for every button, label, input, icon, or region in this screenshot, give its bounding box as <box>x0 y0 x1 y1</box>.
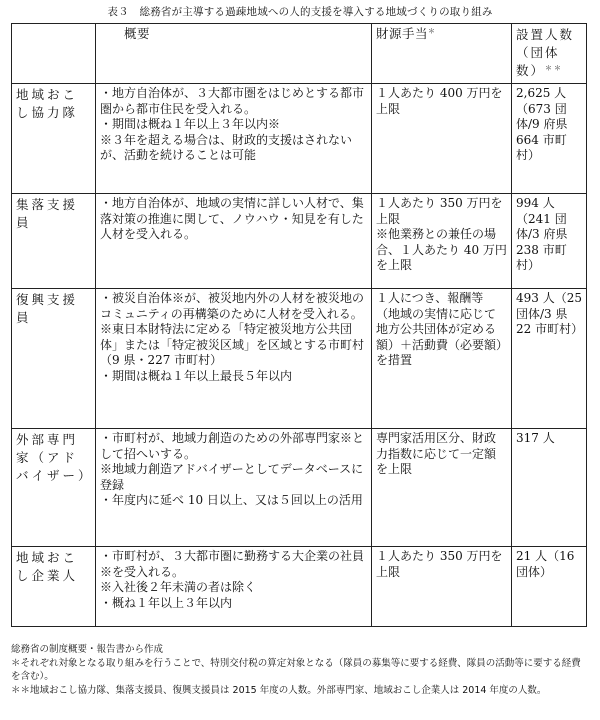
row-overview <box>96 84 372 194</box>
overview-line: ※地域力創造アドバイザーとしてデータベースに登録 <box>100 462 364 492</box>
row-count: 994 人（241 団体/3 府県 238 市町村） <box>512 194 587 289</box>
table-row <box>12 547 587 627</box>
row-name: 地域おこし企業人 <box>12 547 96 627</box>
row-overview <box>96 289 372 429</box>
funding-line: ※他業務との兼任の場合、１人あたり 40 万円を上限 <box>376 227 507 272</box>
header-funding-mark: ＊ <box>428 26 436 35</box>
row-name: 地域おこし協力隊 <box>12 84 96 194</box>
header-overview-label: 概要 <box>124 26 151 41</box>
source-note: 総務省の制度概要・報告書から作成 <box>11 644 164 655</box>
row-funding <box>372 289 512 429</box>
overview-line: ・地方自治体が、地域の実情に詳しい人材で、集落対策の推進に関して、ノウハウ・知見を有した人材を受入れる。 <box>100 196 364 241</box>
table-caption: 表３ 総務省が主導する過疎地域への人的支援を導入する地域づくりの取り組み <box>107 6 493 18</box>
overview-line: ※３年を超える場合は、財政的支援はされないが、活動を続けることは可能 <box>100 132 353 162</box>
header-count-mark: ＊＊ <box>545 63 564 72</box>
table-row <box>12 429 587 547</box>
overview-line: ・被災自治体※が、被災地内外の人材を被災地のコミュニティの再構築のために人材を受入れる。 <box>100 291 365 321</box>
initiatives-table <box>11 23 587 627</box>
header-count-label: 設置人数（団体数） <box>516 27 575 78</box>
footnote-2: ＊＊地域おこし協力隊、集落支援員、復興支援員は 2015 年度の人数。外部専門家、地域おこし企業人は 2014 年度の人数。 <box>11 684 547 696</box>
overview-line: ・期間は概ね１年以上最長５年以内 <box>100 368 293 383</box>
table-row <box>12 289 587 429</box>
overview-line: ・地方自治体が、３大都市圏をはじめとする都市圏から都市住民を受入れる。 <box>100 86 365 116</box>
row-funding <box>372 194 512 289</box>
row-overview <box>96 429 372 547</box>
header-overview <box>96 24 372 84</box>
overview-line: ・市町村が、３大都市圏に勤務する大企業の社員※を受入れる。 <box>100 549 365 579</box>
row-funding <box>372 547 512 627</box>
funding-line: １人あたり 350 万円を上限 <box>376 196 503 226</box>
row-count: 2,625 人（673 団体/9 府県 664 市町村） <box>512 84 587 194</box>
overview-line: ※東日本財特法に定める「特定被災地方公共団体」または「特定被災区域」を区域とする市町村（9 県・227 市町村） <box>100 322 365 367</box>
row-count: 493 人（25 団体/3 県 22 市町村） <box>512 289 587 429</box>
header-funding-label: 財源手当 <box>376 26 429 41</box>
funding-line: １人あたり 400 万円を上限 <box>376 86 503 116</box>
funding-line: １人につき、報酬等（地域の実情に応じて地方公共団体が定める額）＋活動費（必要額）を措置 <box>376 291 503 367</box>
header-row <box>12 24 587 84</box>
header-funding <box>372 24 512 84</box>
row-overview <box>96 547 372 627</box>
header-count <box>512 24 587 84</box>
row-funding <box>372 429 512 547</box>
table-row <box>12 84 587 194</box>
overview-line: ・市町村が、地域力創造のための外部専門家※として招へいする。 <box>100 431 365 461</box>
funding-line: １人あたり 350 万円を上限 <box>376 549 503 579</box>
overview-line: ※入社後２年未満の者は除く <box>100 580 257 594</box>
table-notes <box>11 643 589 697</box>
overview-line: ・年度内に延べ 10 日以上、又は５回以上の活用 <box>100 493 363 507</box>
row-name: 外部専門家（アドバイザー） <box>12 429 96 547</box>
row-funding <box>372 84 512 194</box>
header-category <box>12 24 96 84</box>
funding-line: 専門家活用区分、財政力指数に応じて一定額を上限 <box>376 431 497 476</box>
row-name: 集落支援員 <box>12 194 96 289</box>
row-count: 317 人 <box>512 429 587 547</box>
footnote-1: ＊それぞれ対象となる取り組みを行うことで、特別交付税の算定対象となる（隊員の募集等に要する経費、隊員の活動等に要する経費を含む）。 <box>11 657 581 682</box>
row-name: 復興支援員 <box>12 289 96 429</box>
overview-line: ・概ね１年以上３年以内 <box>100 595 233 610</box>
row-count: 21 人（16 団体） <box>512 547 587 627</box>
overview-line: ・期間は概ね１年以上３年以内※ <box>100 117 281 131</box>
table-row <box>12 194 587 289</box>
row-overview <box>96 194 372 289</box>
